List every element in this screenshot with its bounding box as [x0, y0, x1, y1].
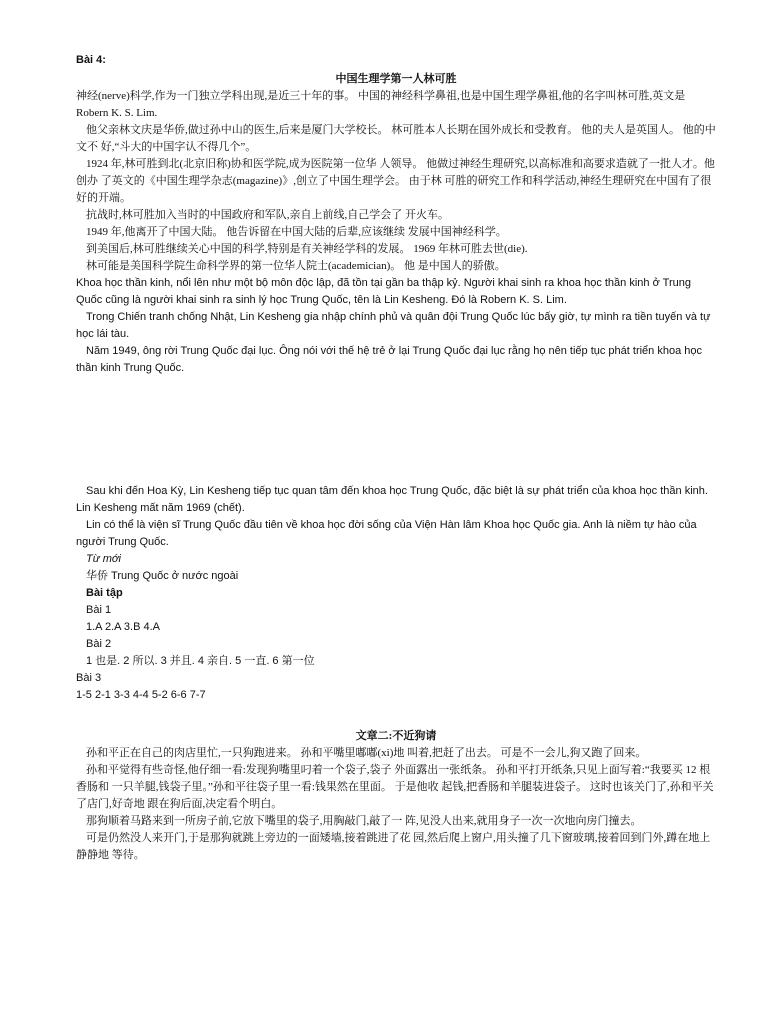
vn-paragraph-5: Năm 1949, ông rời Trung Quốc đại lục. Ông nói với thế hệ trẻ ở lại Trung Quốc đại lục rằng họ nên tiếp tục phát triển khoa học thần kinh Trung Quốc. [76, 345, 702, 374]
spacer [76, 704, 716, 718]
cn-paragraph-5: 1949 年,他离开了中国大陆。 他告诉留在中国大陆的后辈,应该继续 发展中国神经科学。 [86, 226, 507, 238]
cn-paragraph-3: 1924 年,林可胜到北(北京旧称)协和医学院,成为医院第一位华 人领导。 他做过神经生理研究,以高标准和高要求造就了一批人才。他创办 了英文的《中国生理学杂志(magazine)》,创立了中国生理学会。 由于林 可胜的研究工作和科学活动,神经生理研究在中国有了很好的开端。 [76, 158, 715, 204]
exercise-heading: Bài tập [86, 587, 123, 599]
exercise-label: Bài 4: [76, 54, 106, 66]
article-2-paragraph-1: 孙和平正在自己的肉店里忙,一只狗跑进来。 孙和平嘴里嘟嘟(xi)地 叫着,把赶了出去。 可是不一会儿,狗又跑了回来。 [86, 747, 647, 759]
vn-paragraph-1: Khoa học thần kinh, nổi lên như một bộ môn độc lập, đã tồn tại gần ba thập kỷ. Người khai sinh ra khoa học thần kinh ở Trung Quốc cũng là người khai sinh ra sinh lý học Trung Quốc, tên là Lin Kesheng. Đó là Robern K. S. Lim. [76, 277, 691, 306]
vn-paragraph-4: Trong Chiến tranh chống Nhật, Lin Kesheng gia nhập chính phủ và quân đội Trung Quốc lúc bấy giờ, tự mình ra tiền tuyến và tự học lái tàu. [76, 311, 711, 340]
exercise-2-label: Bài 2 [86, 638, 112, 650]
chinese-title: 中国生理学第一人林可胜 [335, 73, 457, 85]
article-2-paragraph-2: 孙和平觉得有些奇怪,他仔细一看:发现狗嘴里叼着一个袋子,袋子 外面露出一张纸条。 孙和平打开纸条,只见上面写着:“我要买 12 根香肠和 一只羊腿,钱袋子里。”孙和平往袋子里一看:钱果然在里面。 于是他收 起钱,把香肠和羊腿装进袋子。 这时也该关门了,孙和平关了店门,好奇地 跟在狗后面,决定看个明白。 [76, 764, 714, 810]
exercise-3-label: Bài 3 [76, 672, 102, 684]
cn-paragraph-6: 到美国后,林可胜继续关心中国的科学,特别是有关神经学科的发展。 1969 年林可胜去世(die). [86, 243, 528, 255]
vocab-item: 华侨 Trung Quốc ở nước ngoài [86, 570, 239, 582]
spacer [76, 377, 716, 483]
vn-paragraph-6: Sau khi đến Hoa Kỳ, Lin Kesheng tiếp tục quan tâm đến khoa học Trung Quốc, đặc biệt là sự phát triển của khoa học thần kinh. Lin Kesheng mất năm 1969 (chết). [76, 485, 708, 514]
exercise-2-answers: 1 也是. 2 所以. 3 并且. 4 亲自. 5 一直. 6 第一位 [86, 655, 315, 667]
article-2-paragraph-4: 那狗顺着马路来到一所房子前,它放下嘴里的袋子,用胸敲门,敲了一 阵,见没人出来,就用身子一次一次地向房门撞去。 [86, 815, 642, 827]
exercise-1-label: Bài 1 [86, 604, 112, 616]
cn-paragraph-4: 抗战时,林可胜加入当时的中国政府和军队,亲自上前线,自己学会了 开火车。 [86, 209, 449, 221]
article-2-paragraph-5: 可是仍然没人来开门,于是那狗就跳上旁边的一面矮墙,接着跳进了花 园,然后爬上窗户,用头撞了几下窗玻璃,接着回到门外,蹲在地上静静地 等待。 [76, 832, 711, 861]
cn-paragraph-7: 林可能是美国科学院生命科学界的第一位华人院士(academician)。 他 是中国人的骄傲。 [86, 260, 506, 272]
article-2-title: 文章二:不近狗请 [355, 730, 437, 742]
vocab-label: Từ mới [86, 553, 122, 565]
cn-paragraph-2: 他父亲林文庆是华侨,做过孙中山的医生,后来是厦门大学校长。 林可胜本人长期在国外成长和受教育。 他的夫人是英国人。 他的中文不 好,“斗大的中国字认不得几个”。 [76, 124, 716, 153]
vn-paragraph-7: Lin có thể là viện sĩ Trung Quốc đầu tiên về khoa học đời sống của Viện Hàn lâm Khoa học Quốc gia. Anh là niềm tự hào của người Trung Quốc. [76, 519, 697, 548]
exercise-3-answers: 1-5 2-1 3-3 4-4 5-2 6-6 7-7 [76, 689, 206, 701]
cn-paragraph-1: 神经(nerve)科学,作为一门独立学科出现,是近三十年的事。 中国的神经科学鼻祖,也是中国生理学鼻祖,他的名字叫林可胜,英文是 Robern K. S. Lim. [76, 90, 686, 119]
exercise-1-answers: 1.A 2.A 3.B 4.A [86, 621, 160, 633]
